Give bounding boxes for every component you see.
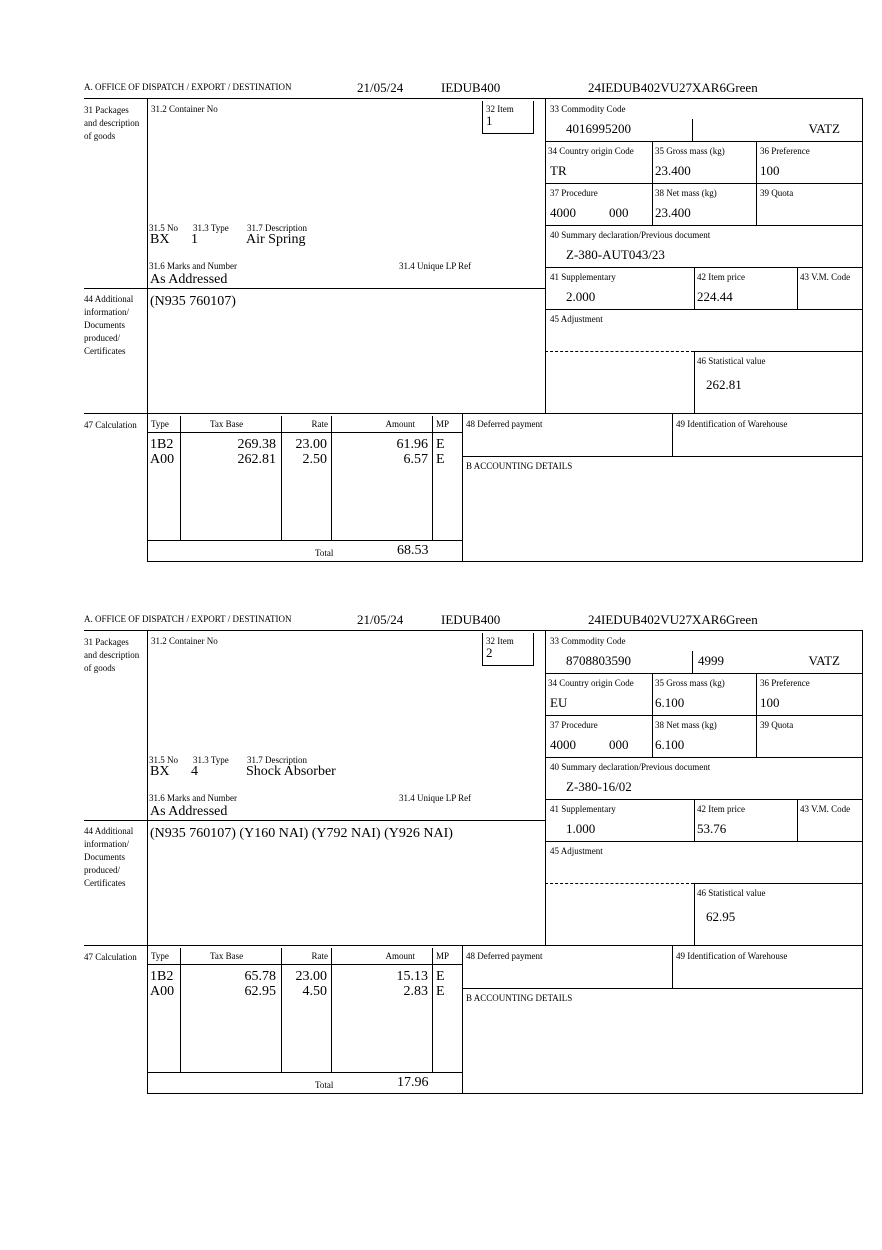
rule-vertical	[797, 267, 798, 310]
preference-label: 36 Preference	[760, 146, 810, 156]
summary-declaration-label: 40 Summary declaration/Previous document	[550, 230, 711, 240]
reference-number: 24IEDUB402VU27XAR6Green	[588, 80, 758, 95]
marks-label: 31.6 Marks and Number	[149, 793, 237, 803]
item-price-label: 42 Item price	[697, 272, 745, 282]
calc-mp-cell: E	[436, 969, 445, 984]
section-44-top	[84, 288, 546, 289]
summary-declaration-label: 40 Summary declaration/Previous document	[550, 762, 711, 772]
quota-label: 39 Quota	[760, 720, 794, 730]
additional-info-value: (N935 760107)	[150, 294, 236, 309]
gross-mass-label: 35 Gross mass (kg)	[655, 678, 725, 688]
commodity-divider	[692, 651, 693, 674]
marks-value: As Addressed	[150, 804, 228, 819]
calc-rate-cell: 4.50	[302, 984, 327, 999]
col-type-header: Type	[151, 951, 169, 961]
frame-top	[84, 98, 863, 99]
total-value: 68.53	[397, 543, 429, 558]
rule-vertical	[672, 945, 673, 989]
dashed-divider	[545, 883, 546, 945]
col-mp-header: MP	[436, 419, 450, 429]
dashed-divider	[545, 351, 694, 352]
rule-horizontal	[545, 225, 863, 226]
country-origin-value: EU	[550, 695, 568, 710]
vm-code-label: 43 V.M. Code	[800, 804, 851, 814]
calc-type-cell: 1B2	[150, 969, 174, 984]
warehouse-label: 49 Identification of Warehouse	[676, 951, 788, 961]
summary-declaration-value: Z-380-16/02	[566, 779, 632, 794]
item-price-value: 224.44	[697, 289, 733, 304]
vat-code: VATZ	[808, 653, 840, 668]
office-code: IEDUB400	[441, 612, 501, 627]
procedure-value-b: 000	[609, 205, 629, 220]
frame-right	[862, 98, 863, 562]
deferred-payment-label: 48 Deferred payment	[466, 951, 543, 961]
package-type-value: 4	[191, 764, 198, 779]
country-origin-label: 34 Country origin Code	[548, 678, 634, 688]
warehouse-label: 49 Identification of Warehouse	[676, 419, 788, 429]
commodity-code-label: 33 Commodity Code	[550, 636, 626, 646]
dashed-divider	[545, 883, 694, 884]
packages-label: 31 Packages and description of goods	[84, 105, 140, 141]
container-no-label: 31.2 Container No	[151, 636, 218, 646]
package-description-label: 31.7 Description	[247, 223, 307, 233]
commodity-code-label: 33 Commodity Code	[550, 104, 626, 114]
gross-mass-label: 35 Gross mass (kg)	[655, 146, 725, 156]
rule-horizontal	[545, 183, 863, 184]
calc-tax-base-cell: 65.78	[244, 969, 276, 984]
col-amount-header: Amount	[385, 951, 415, 961]
frame-left	[147, 630, 148, 1094]
commodity-code-value: 8708803590	[566, 653, 631, 668]
frame-right	[862, 630, 863, 1094]
customs-item-block	[0, 0, 882, 558]
dashed-divider	[545, 351, 546, 413]
quota-label: 39 Quota	[760, 188, 794, 198]
calc-tax-base-cell: 269.38	[237, 437, 276, 452]
col-rate-header: Rate	[311, 951, 328, 961]
item-box-bottom	[482, 133, 534, 134]
vm-code-label: 43 V.M. Code	[800, 272, 851, 282]
procedure-value-a: 4000	[550, 737, 576, 752]
item-number: 1	[486, 113, 493, 128]
frame-bottom	[147, 1093, 863, 1094]
rule-horizontal	[545, 141, 863, 142]
calc-amount-cell: 15.13	[396, 969, 428, 984]
total-value: 17.96	[397, 1075, 429, 1090]
item-number: 2	[486, 645, 493, 660]
package-type-value: 1	[191, 232, 198, 247]
col-mp-header: MP	[436, 951, 450, 961]
rule-horizontal	[545, 799, 863, 800]
rule-vertical	[482, 101, 483, 134]
calc-tax-base-cell: 62.95	[244, 984, 276, 999]
adjustment-label: 45 Adjustment	[550, 846, 603, 856]
rule-vertical	[652, 141, 653, 226]
item-price-label: 42 Item price	[697, 804, 745, 814]
reference-number: 24IEDUB402VU27XAR6Green	[588, 612, 758, 627]
col-amount-header: Amount	[385, 419, 415, 429]
rule-horizontal	[545, 309, 863, 310]
rule-vertical	[432, 416, 433, 541]
item-label: 32 Item	[486, 104, 514, 114]
supplementary-value: 1.000	[566, 821, 596, 836]
rule-horizontal	[462, 456, 863, 457]
gross-mass-value: 6.100	[655, 695, 685, 710]
office-of-dispatch-header: A. OFFICE OF DISPATCH / EXPORT / DESTINATION	[84, 614, 292, 624]
package-description-value: Air Spring	[246, 232, 306, 247]
total-label: Total	[315, 1080, 334, 1090]
procedure-value-a: 4000	[550, 205, 576, 220]
rule-vertical	[533, 101, 534, 134]
calculation-label: 47 Calculation	[84, 420, 137, 430]
rule-vertical	[694, 799, 695, 842]
packages-label: 31 Packages and description of goods	[84, 637, 140, 673]
calc-rate-cell: 23.00	[295, 437, 327, 452]
item-price-value: 53.76	[697, 821, 727, 836]
additional-info-label: 44 Additional information/ Documents produced/ Certificates	[84, 294, 134, 356]
rule-vertical	[331, 416, 332, 541]
gross-mass-value: 23.400	[655, 163, 691, 178]
customs-item-block	[0, 532, 882, 1090]
commodity-code-value: 4016995200	[566, 121, 631, 136]
package-type-label: 31.3 Type	[193, 223, 229, 233]
package-no-label: 31.5 No	[149, 755, 178, 765]
calc-type-cell: A00	[150, 984, 175, 999]
rule-vertical	[281, 416, 282, 541]
calc-rate-cell: 23.00	[295, 969, 327, 984]
rule-horizontal	[545, 673, 863, 674]
col-type-header: Type	[151, 419, 169, 429]
rule-horizontal	[694, 883, 863, 884]
frame-top	[84, 630, 863, 631]
total-label: Total	[315, 548, 334, 558]
rule-vertical	[331, 948, 332, 1073]
calc-amount-cell: 2.83	[403, 984, 428, 999]
rule-horizontal	[545, 757, 863, 758]
preference-label: 36 Preference	[760, 678, 810, 688]
commodity-extra-value: 4999	[698, 653, 724, 668]
unique-lp-label: 31.4 Unique LP Ref	[399, 261, 472, 271]
calc-type-cell: A00	[150, 452, 175, 467]
net-mass-value: 23.400	[655, 205, 691, 220]
net-mass-value: 6.100	[655, 737, 685, 752]
section-47-top	[84, 413, 863, 414]
rule-vertical	[672, 413, 673, 457]
additional-info-label: 44 Additional information/ Documents produced/ Certificates	[84, 826, 134, 888]
calc-header-rule	[147, 432, 463, 433]
frame-left	[147, 98, 148, 562]
rule-vertical	[180, 416, 181, 541]
rule-vertical	[694, 267, 695, 310]
calc-mp-cell: E	[436, 437, 445, 452]
office-code: IEDUB400	[441, 80, 501, 95]
preference-value: 100	[760, 695, 780, 710]
accounting-label: B ACCOUNTING DETAILS	[466, 993, 573, 1003]
package-no-label: 31.5 No	[149, 223, 178, 233]
item-box-bottom	[482, 665, 534, 666]
net-mass-label: 38 Net mass (kg)	[655, 720, 717, 730]
declaration-date: 21/05/24	[357, 80, 404, 95]
rule-vertical	[694, 883, 695, 946]
rule-vertical	[533, 633, 534, 666]
statistical-value-value: 262.81	[706, 377, 742, 392]
declaration-date: 21/05/24	[357, 612, 404, 627]
calc-amount-cell: 6.57	[403, 452, 428, 467]
col-tax-base-header: Tax Base	[210, 419, 244, 429]
country-origin-value: TR	[550, 163, 567, 178]
rule-horizontal	[694, 351, 863, 352]
calc-header-rule	[147, 964, 463, 965]
item-label: 32 Item	[486, 636, 514, 646]
deferred-payment-label: 48 Deferred payment	[466, 419, 543, 429]
net-mass-label: 38 Net mass (kg)	[655, 188, 717, 198]
vat-code: VATZ	[808, 121, 840, 136]
summary-declaration-value: Z-380-AUT043/23	[566, 247, 665, 262]
procedure-label: 37 Procedure	[550, 720, 598, 730]
rule-vertical	[797, 799, 798, 842]
calc-mp-cell: E	[436, 452, 445, 467]
statistical-value-label: 46 Statistical value	[697, 356, 766, 366]
rule-vertical	[180, 948, 181, 1073]
rule-vertical	[281, 948, 282, 1073]
calc-tax-base-cell: 262.81	[237, 452, 276, 467]
calc-amount-cell: 61.96	[396, 437, 428, 452]
rule-vertical	[756, 141, 757, 226]
calc-total-rule	[147, 1072, 463, 1073]
office-of-dispatch-header: A. OFFICE OF DISPATCH / EXPORT / DESTINATION	[84, 82, 292, 92]
rule-vertical	[432, 948, 433, 1073]
commodity-divider	[692, 119, 693, 142]
supplementary-label: 41 Supplementary	[550, 804, 616, 814]
rule-horizontal	[545, 841, 863, 842]
col-tax-base-header: Tax Base	[210, 951, 244, 961]
procedure-value-b: 000	[609, 737, 629, 752]
rule-horizontal	[462, 988, 863, 989]
accounting-label: B ACCOUNTING DETAILS	[466, 461, 573, 471]
rule-vertical	[652, 673, 653, 758]
marks-value: As Addressed	[150, 272, 228, 287]
package-no-value: BX	[150, 232, 170, 247]
col-rate-header: Rate	[311, 419, 328, 429]
rule-horizontal	[545, 267, 863, 268]
unique-lp-label: 31.4 Unique LP Ref	[399, 793, 472, 803]
calc-rate-cell: 2.50	[302, 452, 327, 467]
supplementary-label: 41 Supplementary	[550, 272, 616, 282]
statistical-value-label: 46 Statistical value	[697, 888, 766, 898]
package-type-label: 31.3 Type	[193, 755, 229, 765]
preference-value: 100	[760, 163, 780, 178]
calc-mp-cell: E	[436, 984, 445, 999]
package-description-label: 31.7 Description	[247, 755, 307, 765]
statistical-value-value: 62.95	[706, 909, 736, 924]
country-origin-label: 34 Country origin Code	[548, 146, 634, 156]
rule-vertical	[694, 351, 695, 414]
procedure-label: 37 Procedure	[550, 188, 598, 198]
section-47-top	[84, 945, 863, 946]
rule-vertical	[482, 633, 483, 666]
container-no-label: 31.2 Container No	[151, 104, 218, 114]
section-44-top	[84, 820, 546, 821]
package-description-value: Shock Absorber	[246, 764, 336, 779]
supplementary-value: 2.000	[566, 289, 596, 304]
rule-horizontal	[545, 715, 863, 716]
package-no-value: BX	[150, 764, 170, 779]
rule-vertical	[756, 673, 757, 758]
additional-info-value: (N935 760107) (Y160 NAI) (Y792 NAI) (Y926 NAI)	[150, 826, 453, 841]
calc-type-cell: 1B2	[150, 437, 174, 452]
adjustment-label: 45 Adjustment	[550, 314, 603, 324]
marks-label: 31.6 Marks and Number	[149, 261, 237, 271]
calculation-label: 47 Calculation	[84, 952, 137, 962]
